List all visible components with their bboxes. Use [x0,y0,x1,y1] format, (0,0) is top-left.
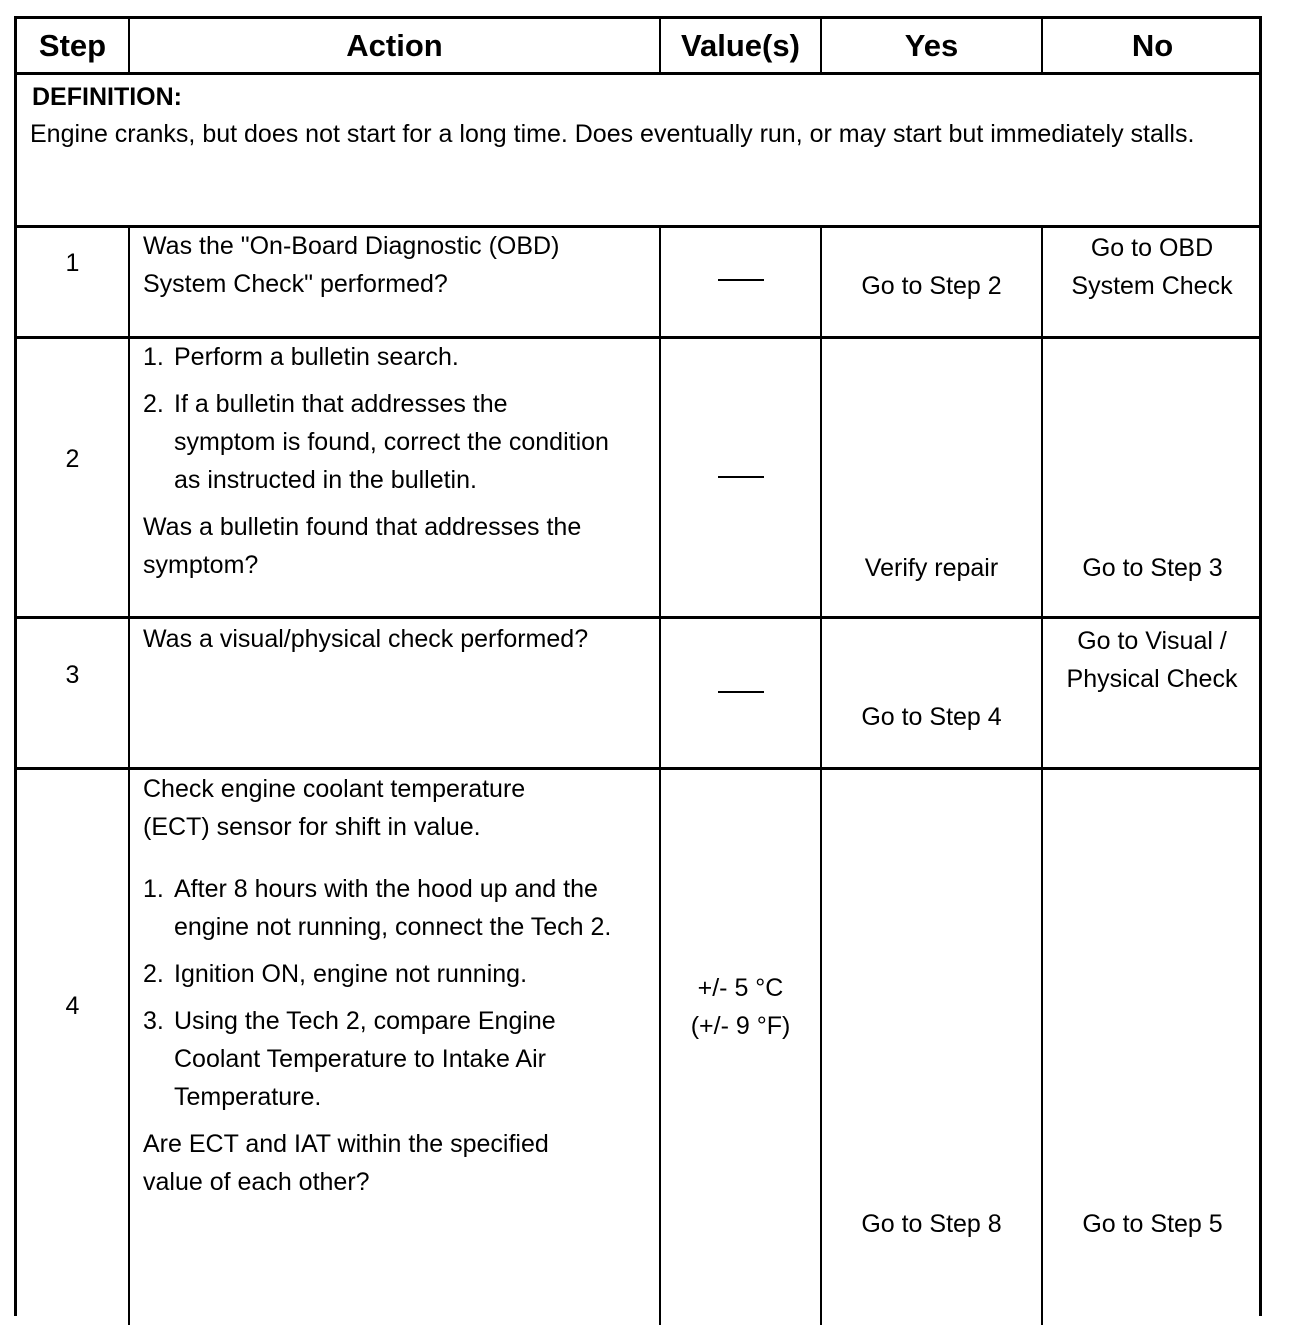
value-dash [718,476,764,478]
yes-result: Go to Step 8 [861,1210,1002,1238]
no-result: Go to Visual / Physical Check [1066,627,1238,693]
header-values: Value(s) [681,28,800,63]
yes-result: Go to Step 2 [861,272,1002,300]
list-item: 2. If a bulletin that addresses the symptom is found, correct the condition as instructed in the bulletin. [143,390,609,494]
list-item: 1. Perform a bulletin search. [143,343,459,371]
no-result: Go to OBD System Check [1071,234,1233,300]
header-rule [17,72,1259,75]
no-result: Go to Step 5 [1082,1210,1223,1238]
definition-label: DEFINITION: [32,83,182,111]
action-text [143,338,655,584]
step-number: 2 [65,445,80,473]
column-divider [128,225,130,1325]
row-2-rule [17,616,1259,619]
value-spec-fahrenheit: (+/- 9 °F) [690,1012,791,1040]
step-number: 4 [65,992,80,1020]
yes-result: Go to Step 4 [861,703,1002,731]
action-intro: Check engine coolant temperature (ECT) sensor for shift in value. [143,775,526,841]
header-step: Step [38,28,107,63]
definition-text: Engine cranks, but does not start for a long time. Does eventually run, or may start but immediately stalls. [30,120,1195,148]
column-divider [1041,225,1043,1325]
list-item: 2. Ignition ON, engine not running. [143,960,528,988]
action-question: Are ECT and IAT within the specified value of each other? [143,1130,549,1196]
value-spec-celsius: +/- 5 °C [697,974,784,1002]
value-dash [718,279,764,281]
list-item: 3. Using the Tech 2, compare Engine Coolant Temperature to Intake Air Temperature. [143,1007,556,1111]
header-action: Action [346,28,443,63]
header-yes: Yes [904,28,959,63]
action-question: Was the "On-Board Diagnostic (OBD) System Check" performed? [143,232,560,298]
list-item: 1. After 8 hours with the hood up and the engine not running, connect the Tech 2. [143,875,612,941]
column-divider [820,225,822,1325]
header-no: No [1131,28,1174,63]
value-dash [718,691,764,693]
action-text [143,770,655,1201]
action-question: Was a bulletin found that addresses the symptom? [143,513,582,579]
step-number: 3 [65,661,80,689]
yes-result: Verify repair [864,554,999,582]
diagnostic-table [14,16,1262,1316]
action-question: Was a visual/physical check performed? [143,625,589,653]
column-divider [659,225,661,1325]
no-result: Go to Step 3 [1082,554,1223,582]
step-number: 1 [65,249,80,277]
